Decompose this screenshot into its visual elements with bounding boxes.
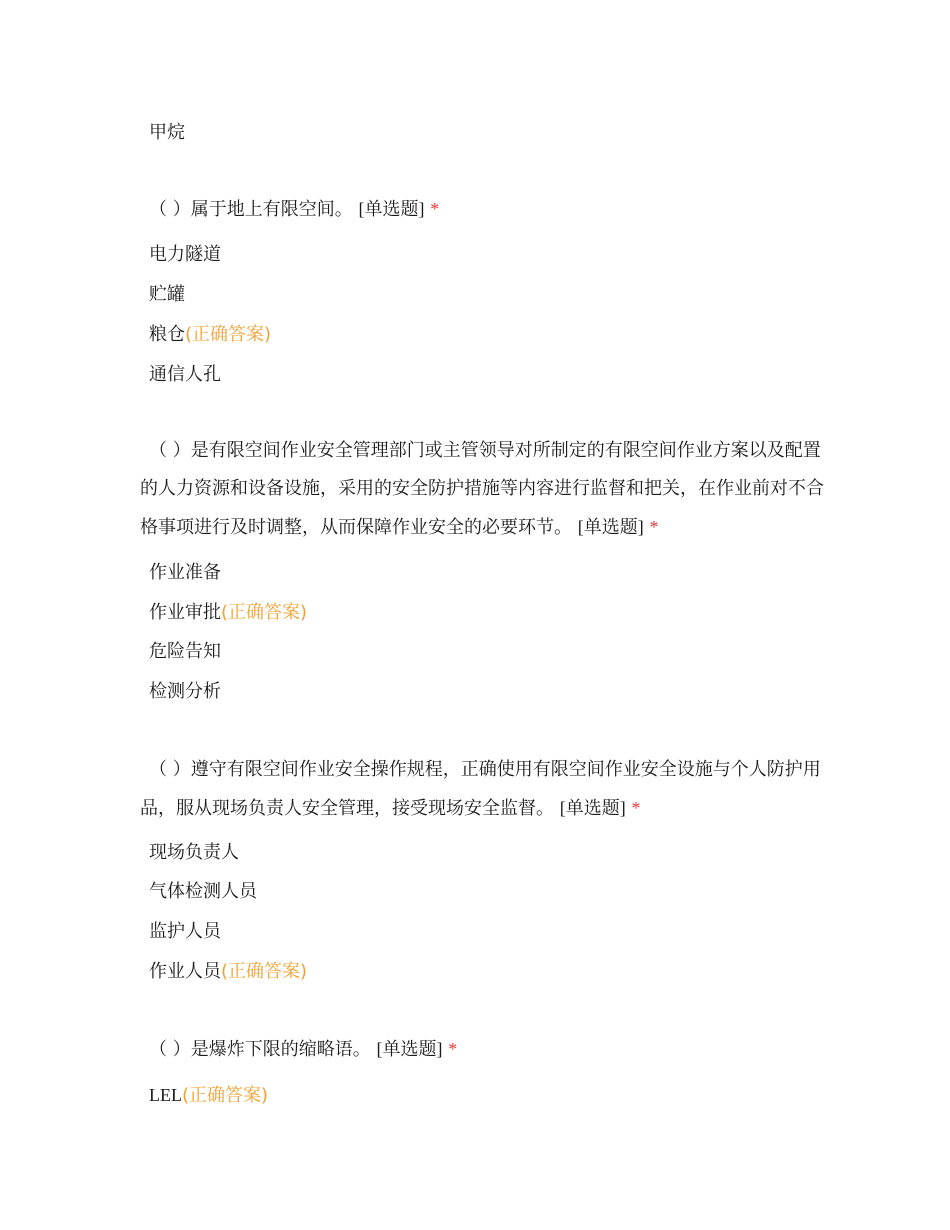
option-correct — [149, 601, 307, 625]
question-4 — [140, 1030, 830, 1069]
question-text: （ ）是有限空间作业安全管理部门或主管领导对所制定的有限空间作业方案以及配置的人力资源和设备设施，采用的安全防护措施等内容进行监督和把关，在作业前对不合格事项进行及时调整，从而保障作业安全的必要环节。 — [140, 440, 824, 538]
question-type-label: [单选题] — [376, 1039, 443, 1059]
option-methane — [149, 121, 185, 145]
question-type-label: [单选题] — [577, 517, 644, 537]
option-label: 危险告知 — [149, 641, 221, 662]
option — [149, 920, 221, 944]
option-correct — [149, 960, 307, 984]
option-correct — [149, 323, 271, 347]
question-text: （ ）遵守有限空间作业安全操作规程，正确使用有限空间作业安全设施与个人防护用品，服从现场负责人安全管理，接受现场安全监督。 — [140, 759, 821, 819]
question-2 — [140, 432, 830, 547]
option-correct — [149, 1083, 268, 1108]
required-mark: * — [430, 199, 440, 219]
required-mark: * — [649, 517, 659, 537]
option-label: LEL — [149, 1085, 182, 1105]
option-label: 作业审批 — [149, 602, 221, 623]
option-label: 现场负责人 — [149, 842, 239, 863]
option-label: 甲烷 — [149, 122, 185, 143]
correct-answer-marker: (正确答案) — [221, 602, 308, 623]
option — [149, 363, 221, 387]
correct-answer-marker: (正确答案) — [221, 961, 308, 982]
correct-answer-marker: (正确答案) — [182, 1085, 269, 1106]
option-label: 通信人孔 — [149, 364, 221, 385]
option — [149, 561, 221, 585]
option-label: 粮仓 — [149, 324, 185, 345]
option-label: 检测分析 — [149, 681, 221, 702]
correct-answer-marker: (正确答案) — [185, 324, 272, 345]
option-label: 气体检测人员 — [149, 881, 257, 902]
option-label: 贮罐 — [149, 284, 185, 305]
required-mark: * — [631, 798, 641, 818]
option-label: 作业人员 — [149, 961, 221, 982]
question-3 — [140, 751, 830, 828]
required-mark: * — [448, 1039, 458, 1059]
option — [149, 243, 221, 267]
question-text: （ ）是爆炸下限的缩略语。 — [149, 1039, 371, 1060]
option — [149, 283, 185, 307]
option — [149, 841, 239, 865]
question-type-label: [单选题] — [559, 798, 626, 818]
option-label: 电力隧道 — [149, 244, 221, 265]
option-label: 作业准备 — [149, 562, 221, 583]
question-1 — [140, 190, 830, 229]
option-label: 监护人员 — [149, 921, 221, 942]
question-type-label: [单选题] — [358, 199, 425, 219]
option — [149, 880, 257, 904]
question-text: （ ）属于地上有限空间。 — [149, 199, 353, 220]
option — [149, 640, 221, 664]
option — [149, 680, 221, 704]
